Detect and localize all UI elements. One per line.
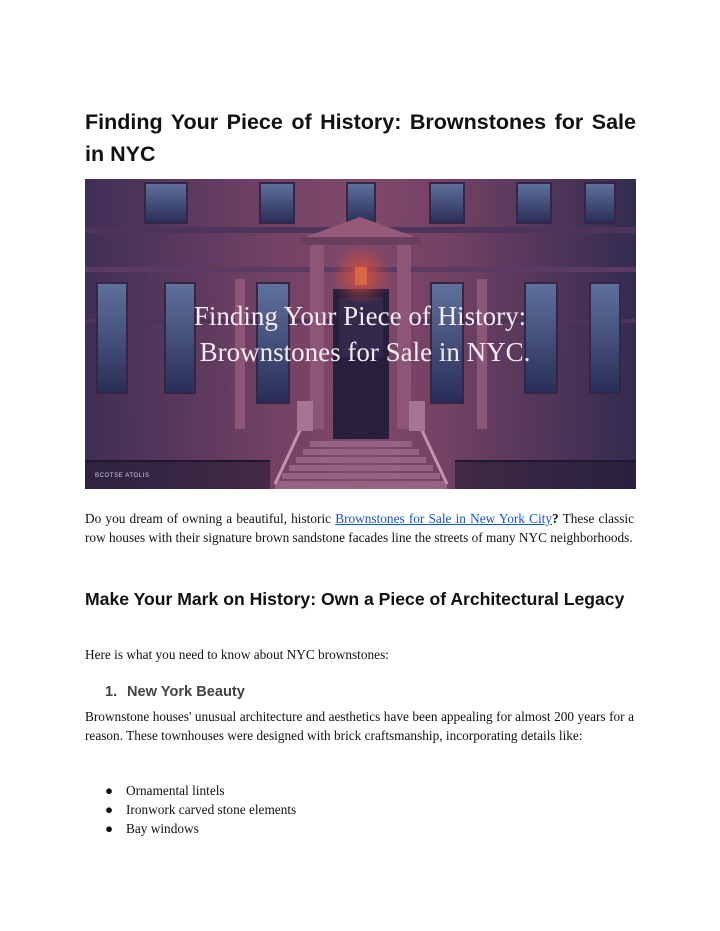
subsection-title: New York Beauty — [127, 684, 245, 700]
hero-image — [85, 179, 636, 489]
brownstones-link[interactable]: Brownstones for Sale in New York City — [335, 511, 553, 526]
section-lead: Here is what you need to know about NYC brownstones: — [85, 647, 389, 662]
intro-question-mark: ? — [552, 511, 559, 526]
hero-overlay-line-1: Finding Your Piece of History: — [193, 301, 527, 331]
list-item: ● Bay windows — [105, 821, 199, 836]
intro-text-before: Do you dream of owning a beautiful, historic — [85, 511, 336, 526]
list-item: ● Ornamental lintels — [105, 783, 225, 798]
subsection-body: Brownstone houses' unusual architecture and aesthetics have been appealing for almost 200 years for a reason. These townhouses were designed with brick craftsmanship, incorporating details like: — [85, 709, 634, 743]
hero-watermark: BCOTSE ATOLIS — [95, 473, 150, 479]
hero-overlay-line-2: Brownstones for Sale in NYC. — [199, 337, 531, 367]
bullet-icon: ● — [105, 821, 114, 836]
subsection-number: 1. — [105, 684, 118, 700]
subsection-heading — [105, 681, 245, 703]
feature-list — [85, 781, 634, 838]
document-title: Finding Your Piece of History: Brownstones for Sale in NYC — [85, 110, 636, 166]
bullet-icon: ● — [105, 802, 114, 817]
bullet-icon: ● — [105, 783, 114, 798]
intro-text-after: These classic row houses with their signature brown sandstone facades line the streets of many NYC neighborhoods. — [85, 511, 634, 545]
intro-paragraph — [85, 509, 634, 547]
section-heading: Make Your Mark on History: Own a Piece of Architectural Legacy — [85, 589, 625, 609]
list-item: ● Ironwork carved stone elements — [105, 802, 297, 817]
